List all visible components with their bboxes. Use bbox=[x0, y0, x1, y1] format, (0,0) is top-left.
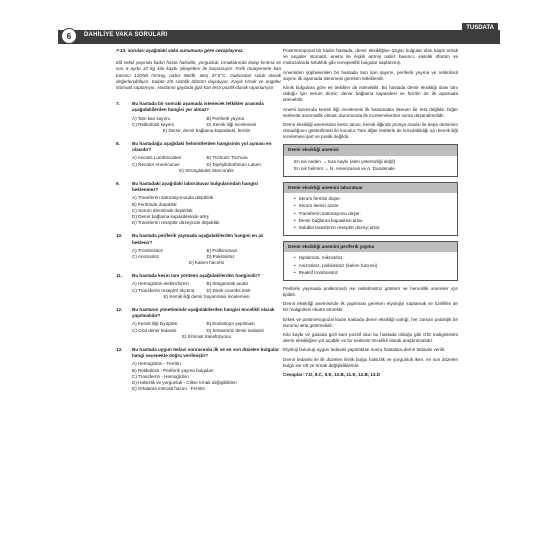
option: B) Trichuris Trichura bbox=[206, 155, 248, 161]
question-head bbox=[116, 233, 281, 245]
option: D) Pokilositoz bbox=[206, 253, 235, 259]
option: E) Kalem hücresi bbox=[189, 260, 224, 266]
question-item bbox=[116, 101, 281, 134]
question-item bbox=[116, 347, 281, 392]
option: A) Ascaris Lumbricoides bbox=[132, 155, 182, 161]
intro-question: 7-13. soruları aşağıdaki vaka sunumuna göre cevaplayınız. bbox=[116, 48, 244, 53]
explanation-paragraph: Etyoloji bulunup uygun tedavisi yapıldıktan sonra hastalara demir tedavisi verilir. bbox=[283, 347, 446, 353]
box-line: En sık neden → Kan kaybı (alım yetersizliği değil) bbox=[294, 158, 396, 164]
option-list bbox=[116, 155, 281, 174]
header-title: DAHİLİYE VAKA SORULARI bbox=[84, 32, 168, 38]
option: E) Ortalama eritrosit hacmi - Ferritin bbox=[132, 386, 206, 392]
option: D) Direk coombs testi bbox=[206, 287, 251, 293]
right-column bbox=[283, 48, 458, 381]
question-text: Bu hastanın yönetiminde aşağıdakilerden hangisi öncelikli olarak yapılmalıdır? bbox=[132, 307, 275, 319]
box-line: • Demir bağlama kapasitesi artar. bbox=[294, 218, 451, 224]
option: D) Diphyllobothrium Latum bbox=[206, 161, 261, 167]
box-body bbox=[284, 193, 457, 235]
option-list bbox=[116, 361, 281, 392]
question-text: Bu hastadağa aşağıdaki helmintlerden hangisinin yol açması en olasıdır? bbox=[132, 141, 272, 153]
explanation-paragraph: Anemiden şüphelenilen bir hastada tam kan sayımı, periferik yayma ve retikülosit sayımı ilk aşamada istenmesi gereken tetkiklerdir. bbox=[283, 69, 458, 81]
question-text: Bu hastada bir sonraki aşamada istenecek tetkikler arasında aşağıdakilerden hangisi yer almaz? bbox=[132, 101, 264, 113]
explanation-paragraph: Periferik yaymada polikromazi ise retikülositoz gösterir ve hemolitik anemiler için tipiktir. bbox=[283, 285, 458, 298]
case-text: Elli sekiz yaşında kadın hasta halsizlik, yorgunluk, tırnaklarında kolay kırılma ve son 6 ayda 10 kg kilo kaybı şikayetleri ile başvuruyor. Fizik muayenede kan basıncı 120/50 mmHg, nabız 96/dk, ateş 37.8°C, mukozalar soluk olarak değerlendiriliyor. Kalpte 2/6 sistolik üfürüm duyuluyor. Kaşık tırnak ve angüler stomatit saptanıyor. Hastanın gaytada gizli kan testi pozitif olarak raporlanıyor bbox=[116, 60, 281, 90]
box-title: Demir eksikliği anemisi bbox=[284, 145, 457, 155]
info-box-smear bbox=[283, 241, 458, 281]
explanation-paragraph: Anemi tanısında kemik iliği incelemesi ilk basamakta istenen bir test değildir. Diğer serilerde anormallik olması durumunda ilk incelemelerden sonra düşünülmelidir. bbox=[283, 106, 458, 118]
explanation-paragraph: Demir tedavisi ile ilk düzelen klinik bulgu halsizlik ve yorgunluk iken, en son düzelen bulgu ise cilt ve tırnak değişiklikleridir. bbox=[283, 356, 458, 368]
explanation-paragraph: Demir eksikliği anemisinde ilk yapılması gereken etyolojiyi saptamak ve özellikle de bir malignitesi ekarte etmektir. bbox=[283, 301, 458, 313]
question-number: 12. bbox=[116, 307, 123, 312]
explanation-paragraph: Klinik bulgulara göre ek tetkikler de istenebilir. Bu hastada demir eksikliği olası tanı olduğu için serum demir, demir bağlama kapasitesi ve ferritin de ilk aşamada istenebilir. bbox=[283, 84, 458, 103]
question-item bbox=[116, 141, 281, 174]
question-item bbox=[116, 307, 281, 340]
option: B) Ferritinde düşüklük bbox=[132, 201, 177, 207]
option-row bbox=[132, 328, 281, 334]
option: C) Necator Americanus bbox=[132, 161, 180, 167]
box-line: • Anizositoz, poikilositoz (kalem hücresi) bbox=[294, 263, 451, 269]
box-line: • Serum ferritini düşer. bbox=[294, 196, 451, 202]
box-title: Demir eksikliği anemini periferik yayma bbox=[284, 242, 457, 252]
option: E) Demir, demir bağlama kapasitesi, ferritin bbox=[162, 127, 251, 133]
info-box-lab bbox=[283, 182, 458, 236]
explanation-paragraph: Postmenopozal bir kadın hastada, demir eksikliğine özgün bulgular olan kaşık tırnak ve angüler stomatit, anemi ile ilişkili artmış nabız basıncı, sistolik üfürüm ve mukozalarda solukluk gibi nonspesifik bulgular saptanmış. bbox=[283, 48, 458, 66]
publisher-logo: TUSDATA bbox=[462, 23, 498, 33]
option-list bbox=[116, 248, 281, 267]
option: A) Hemoglobin elektroforezi bbox=[132, 281, 189, 287]
question-head bbox=[116, 181, 281, 193]
option: B) Retikülosit - Periferik yayma bulguları bbox=[132, 367, 214, 373]
question-head bbox=[116, 347, 281, 359]
question-number: 11. bbox=[116, 273, 123, 279]
option: C) Transferrin reseptör ölçümü bbox=[132, 287, 195, 293]
option: C) Retikülosit sayımı bbox=[132, 121, 175, 127]
box-line: • Reaktif trombositoz bbox=[294, 270, 451, 276]
option: D) Demir bağlama kapasitesinde artış bbox=[132, 213, 209, 219]
question-head bbox=[116, 273, 281, 279]
option: E) Kemik iliği demir boyanması incelemesi bbox=[163, 293, 250, 299]
page-number: 6 bbox=[61, 28, 77, 44]
question-head bbox=[116, 101, 281, 113]
option: D) İntravenöz demir tedavisi bbox=[206, 327, 264, 333]
option: A) Transferrin satürasyonunda düşüklük bbox=[132, 195, 214, 201]
question-text: Bu hastadaki aşağıdaki laboratuvar bulgularından hangisi beklenmez? bbox=[132, 181, 259, 193]
option: A) Trombositoz bbox=[132, 247, 163, 253]
option: B) Sitogenetik analiz bbox=[206, 281, 249, 287]
question-text: Bu hastada uygun tedavi sonrasında ilk ve en son düzelen bulgular hangi seçenekte doğru verilmiştir? bbox=[132, 346, 279, 359]
question-list bbox=[116, 101, 281, 392]
question-text: Bu hastada kesin tanı yöntemi aşağıdakilerden hangisidir? bbox=[132, 273, 261, 279]
option: A) Kemik iliği biyopsisi bbox=[132, 321, 178, 327]
option: E) Eritrosit transfüzyonu bbox=[181, 333, 232, 339]
option: E) Transferrin reseptör düzeyinde düşüklük bbox=[132, 220, 220, 226]
question-item bbox=[116, 233, 281, 266]
box-line: • Transferrin satürasyonu düşer. bbox=[294, 211, 451, 217]
box-line: • Serum demiri azalır. bbox=[294, 203, 451, 209]
question-item bbox=[116, 273, 281, 300]
option-list bbox=[116, 195, 281, 226]
question-text: Bu hastada periferik yaymada aşağıdakilerden hangisi en az beklenir? bbox=[132, 233, 264, 245]
info-box-anemia bbox=[283, 144, 458, 177]
option: C) Anizositoz bbox=[132, 253, 159, 259]
option: C) Transferrin - Hemoglobin bbox=[132, 373, 189, 379]
option-row bbox=[132, 288, 281, 294]
option: C) Oral demir tedavisi bbox=[132, 327, 177, 333]
option: E) Strongloides Stercoralis bbox=[179, 167, 234, 173]
question-number: 9. bbox=[116, 181, 120, 186]
box-title: Demir eksikliği anemini laboratuar bbox=[284, 183, 457, 193]
option: D) Kemik iliği incelemesi bbox=[206, 121, 257, 127]
question-number: 10. bbox=[116, 233, 123, 239]
left-column bbox=[116, 48, 281, 399]
option-list bbox=[116, 281, 281, 300]
option: A) Hemoglobin - Ferritin bbox=[132, 361, 181, 367]
explanation-bottom bbox=[283, 286, 458, 369]
explanation-paragraph: Erkek ve postmenopozal kadın hastada demir eksikliği varlığı, her zaman patolojik bir durumu akla getirmelidir. bbox=[283, 316, 458, 328]
box-line: • Hipokromi, mikrositoz bbox=[294, 255, 451, 261]
box-body bbox=[284, 156, 457, 176]
option-row bbox=[132, 122, 281, 128]
option: C) Serum demirinde düşüklük bbox=[132, 207, 193, 213]
explanation-top bbox=[283, 48, 458, 140]
question-item bbox=[116, 181, 281, 226]
option: B) Endoskopi yapılması bbox=[206, 321, 255, 327]
explanation-paragraph: Kilo kaybı ve gaitada gizli kanı pozitif olan bu hastada olduğu gibi GİS malignitesini demir eksikliğine yol açabilir ve bu nedenle öncelikli olarak araştırılmalıdır. bbox=[283, 332, 458, 344]
explanation-paragraph: Demir eksikliği anemisinin kesin tanısı, kemik iliğinde prusya mavisi ile depo demirinin olmadığının gösterilmesi ile konulur. Tanı diğer testlerle de konulabildiği için kemik iliği incelemesi şart ve pratik değildir. bbox=[283, 121, 458, 140]
question-head bbox=[116, 141, 281, 153]
question-number: 7. bbox=[116, 101, 120, 107]
option: B) Periferik yayma bbox=[206, 115, 245, 121]
box-line: • Soluble transferrin reseptör düzeyi artar. bbox=[294, 225, 451, 231]
box-line: En sık helmint → N. Americanus ve A. Duodenale bbox=[294, 165, 395, 171]
box-body bbox=[284, 252, 457, 280]
question-number: 13. bbox=[116, 346, 123, 352]
option: D) Halsizlik ve yorgunluk - Ciltve tırnak değişiklikleri bbox=[132, 379, 237, 385]
option-list bbox=[116, 321, 281, 340]
answer-key: Cevaplar: 7.D, 8.C, 9.E, 10.B, 11.E, 12.B, 13.D bbox=[283, 371, 381, 377]
option-row bbox=[132, 162, 281, 168]
option: B) Poilkiromazi bbox=[206, 247, 238, 253]
question-number: 8. bbox=[116, 141, 120, 147]
option-list bbox=[116, 116, 281, 135]
option: A) Tam kan sayımı bbox=[132, 115, 170, 121]
question-head bbox=[116, 307, 281, 319]
